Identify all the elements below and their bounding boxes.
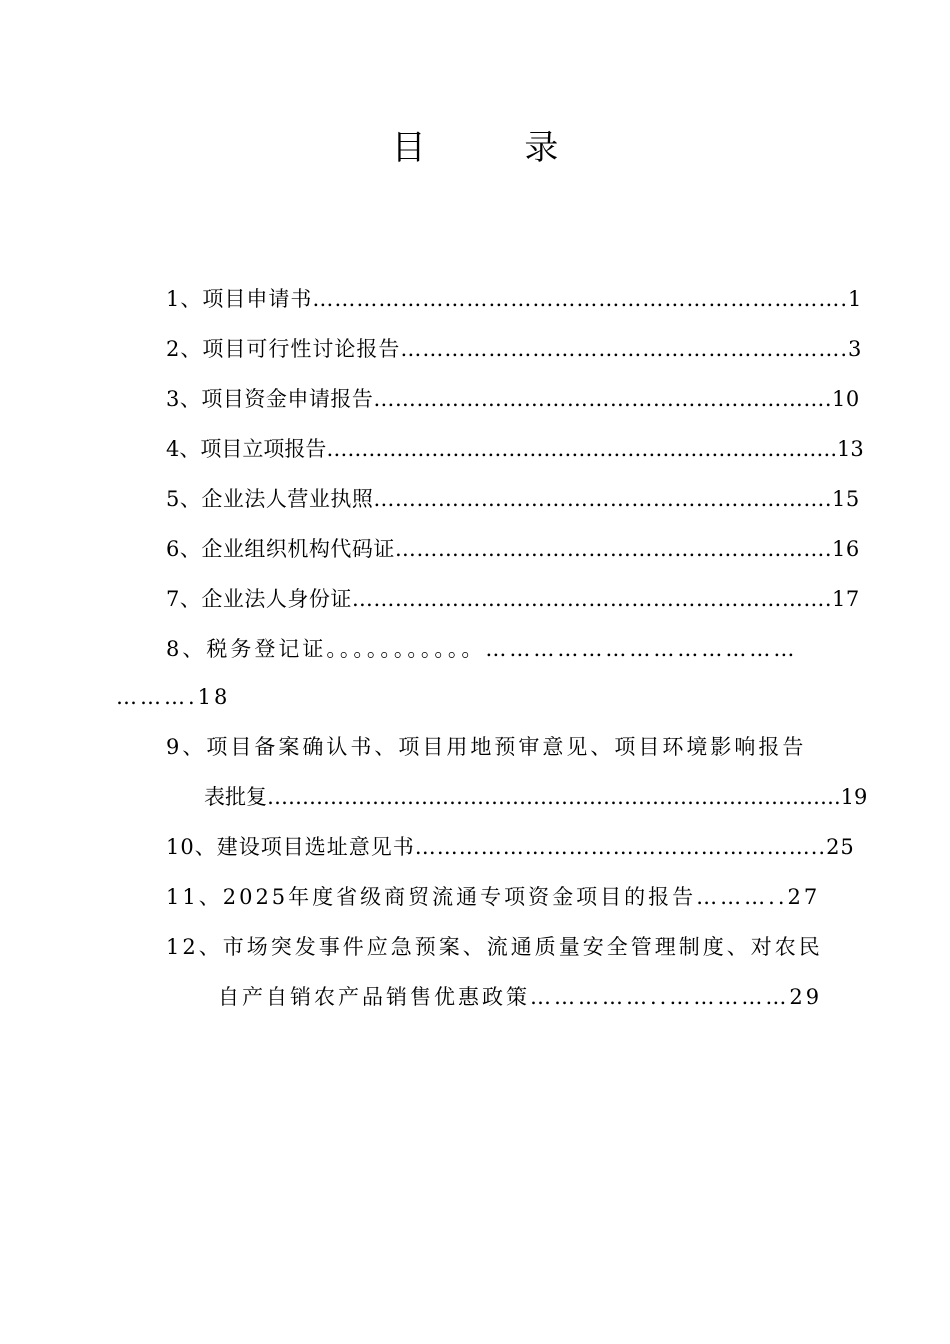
toc-entry-8[interactable]: 8、税务登记证。。。。。。。。。。。………………………………… — [166, 637, 798, 661]
toc-entry-2[interactable]: 2、项目可行性讨论报告…………………………………………………….3 — [166, 337, 863, 361]
toc-entry-10[interactable]: 10、建设项目选址意见书………………………………………………..25 — [166, 835, 855, 859]
page-title: 目 录 — [391, 128, 603, 168]
toc-entry-9-continued[interactable]: 表批复……………………………………………………………………….19 — [204, 785, 868, 809]
toc-entry-9[interactable]: 9、项目备案确认书、项目用地预审意见、项目环境影响报告 — [166, 735, 807, 759]
toc-entry-12-continued[interactable]: 自产自销农产品销售优惠政策……………..……………29 — [218, 985, 823, 1009]
toc-entry-11[interactable]: 11、2025年度省级商贸流通专项资金项目的报告………..27 — [166, 885, 821, 909]
toc-entry-6[interactable]: 6、企业组织机构代码证…………………………………………………….16 — [166, 537, 860, 561]
toc-entry-3[interactable]: 3、项目资金申请报告……………………………………………………….10 — [166, 387, 860, 411]
toc-entry-4[interactable]: 4、项目立项报告……………………………………………………………….13 — [166, 437, 864, 461]
toc-entry-5[interactable]: 5、企业法人营业执照……………………………………………………….15 — [166, 487, 860, 511]
toc-entry-1[interactable]: 1、项目申请书……………………………………………………………….1 — [166, 287, 863, 311]
toc-entry-8-continued[interactable]: ……….18 — [116, 685, 231, 709]
toc-entry-7[interactable]: 7、企业法人身份证………………………………………………………….17 — [166, 587, 860, 611]
toc-entry-12[interactable]: 12、市场突发事件应急预案、流通质量安全管理制度、对农民 — [166, 935, 823, 959]
